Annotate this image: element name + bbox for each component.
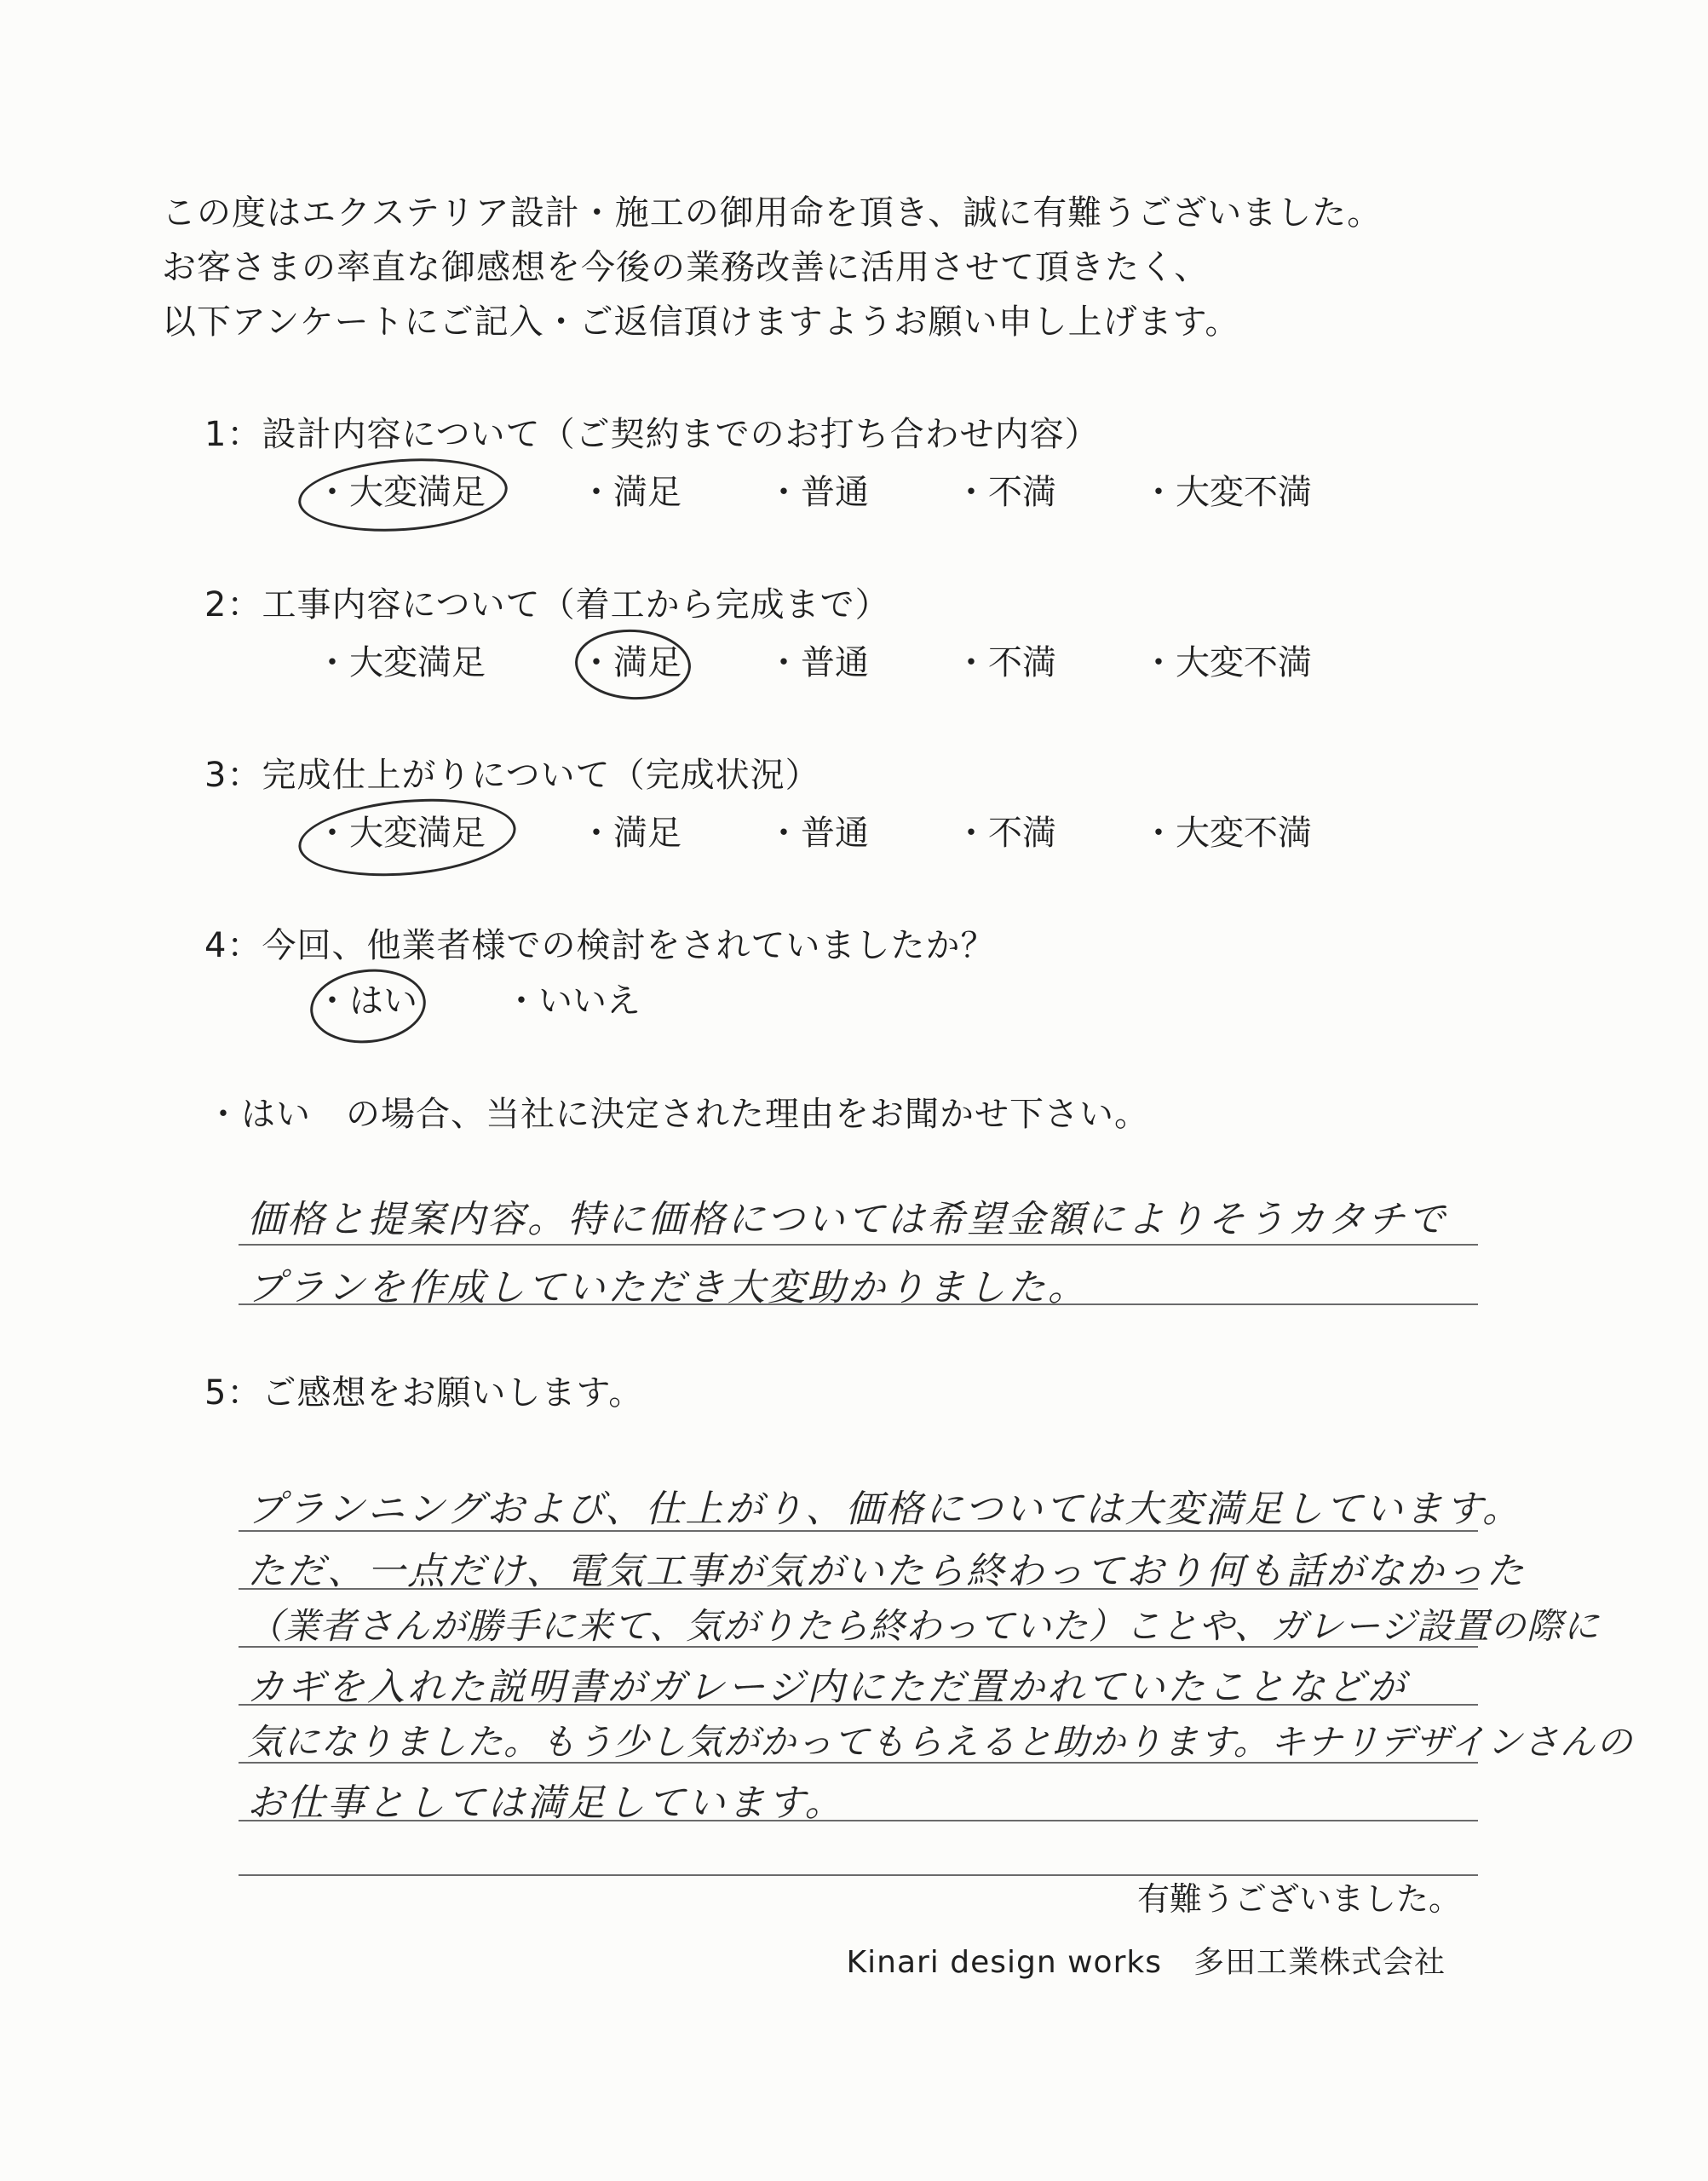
q3-option-dissatisfied[interactable]: ・不満: [954, 814, 1056, 853]
q1-option-very-dissatisfied[interactable]: ・大変不満: [1142, 473, 1312, 512]
intro-line: 以下アンケートにご記入・ご返信頂けますようお願い申し上げます。: [162, 302, 1240, 342]
q4-option-no[interactable]: ・いいえ: [504, 981, 641, 1021]
q3-option-very-dissatisfied[interactable]: ・大変不満: [1142, 814, 1312, 853]
question-5-label: 5：ご感想をお願いします。: [204, 1373, 644, 1413]
closing-thanks: 有難うございました。: [1136, 1880, 1461, 1918]
feedback-line: プランニングおよび、仕上がり、価格については大変満足しています。: [247, 1488, 1522, 1531]
q2-option-neutral[interactable]: ・普通: [767, 643, 869, 682]
company-name: Kinari design works 多田工業株式会社: [846, 1945, 1446, 1980]
q2-option-dissatisfied[interactable]: ・不満: [954, 643, 1056, 682]
q2-option-very-dissatisfied[interactable]: ・大変不満: [1142, 643, 1312, 682]
question-1-label: 1：設計内容について（ご契約までのお打ち合わせ内容）: [204, 415, 1100, 454]
question-4-label: 4：今回、他業者様での検討をされていましたか？: [204, 926, 996, 965]
feedback-line: 気になりました。もう少し気がかってもらえると助かります。キナリデザインさんの: [247, 1721, 1633, 1763]
question-4-options: [315, 980, 1423, 1027]
question-2-options: [315, 642, 1423, 689]
q1-option-very-satisfied[interactable]: ・大変満足: [315, 473, 486, 512]
q4-option-yes[interactable]: ・はい: [315, 981, 417, 1021]
intro-line: お客さまの率直な御感想を今後の業務改善に活用させて頂きたく、: [162, 248, 1210, 287]
question-3-options: [315, 812, 1423, 860]
feedback-line: カギを入れた説明書がガレージ内にただ置かれていたことなどが: [247, 1666, 1408, 1709]
question-3-label: 3：完成仕上がりについて（完成状況）: [204, 756, 820, 795]
q3-option-neutral[interactable]: ・普通: [767, 814, 869, 853]
reason-prompt: ・はい の場合、当社に決定された理由をお聞かせ下さい。: [206, 1095, 1149, 1134]
q3-option-satisfied[interactable]: ・満足: [579, 814, 681, 853]
intro-line: この度はエクステリア設計・施工の御用命を頂き、誠に有難うございました。: [162, 193, 1383, 233]
q1-option-dissatisfied[interactable]: ・不満: [954, 473, 1056, 512]
q2-option-satisfied[interactable]: ・満足: [579, 643, 681, 682]
reason-answer-line: 価格と提案内容。特に価格については希望金額によりそうカタチで: [247, 1198, 1448, 1241]
feedback-line: お仕事としては満足しています。: [247, 1781, 845, 1825]
ruled-line: [239, 1762, 1478, 1764]
question-2-label: 2：工事内容について（着工から完成まで）: [204, 585, 890, 624]
question-1-options: [315, 471, 1423, 519]
intro-text: [162, 186, 1382, 349]
ruled-line: [239, 1646, 1478, 1648]
q3-option-very-satisfied[interactable]: ・大変満足: [315, 814, 486, 853]
reason-answer-line: プランを作成していただき大変助かりました。: [247, 1266, 1088, 1309]
ruled-line: [239, 1244, 1478, 1246]
ruled-line: [239, 1820, 1478, 1821]
ruled-line: [239, 1303, 1478, 1305]
feedback-line: （業者さんが勝手に来て、気がりたら終わっていた）ことや、ガレージ設置の際に: [247, 1605, 1601, 1647]
feedback-line: ただ、一点だけ、電気工事が気がいたら終わっており何も話がなかった: [247, 1550, 1527, 1593]
ruled-line: [239, 1530, 1478, 1532]
q2-option-very-satisfied[interactable]: ・大変満足: [315, 643, 486, 682]
q1-option-neutral[interactable]: ・普通: [767, 473, 869, 512]
ruled-line: [239, 1704, 1478, 1706]
q1-option-satisfied[interactable]: ・満足: [579, 473, 681, 512]
ruled-line: [239, 1588, 1478, 1590]
